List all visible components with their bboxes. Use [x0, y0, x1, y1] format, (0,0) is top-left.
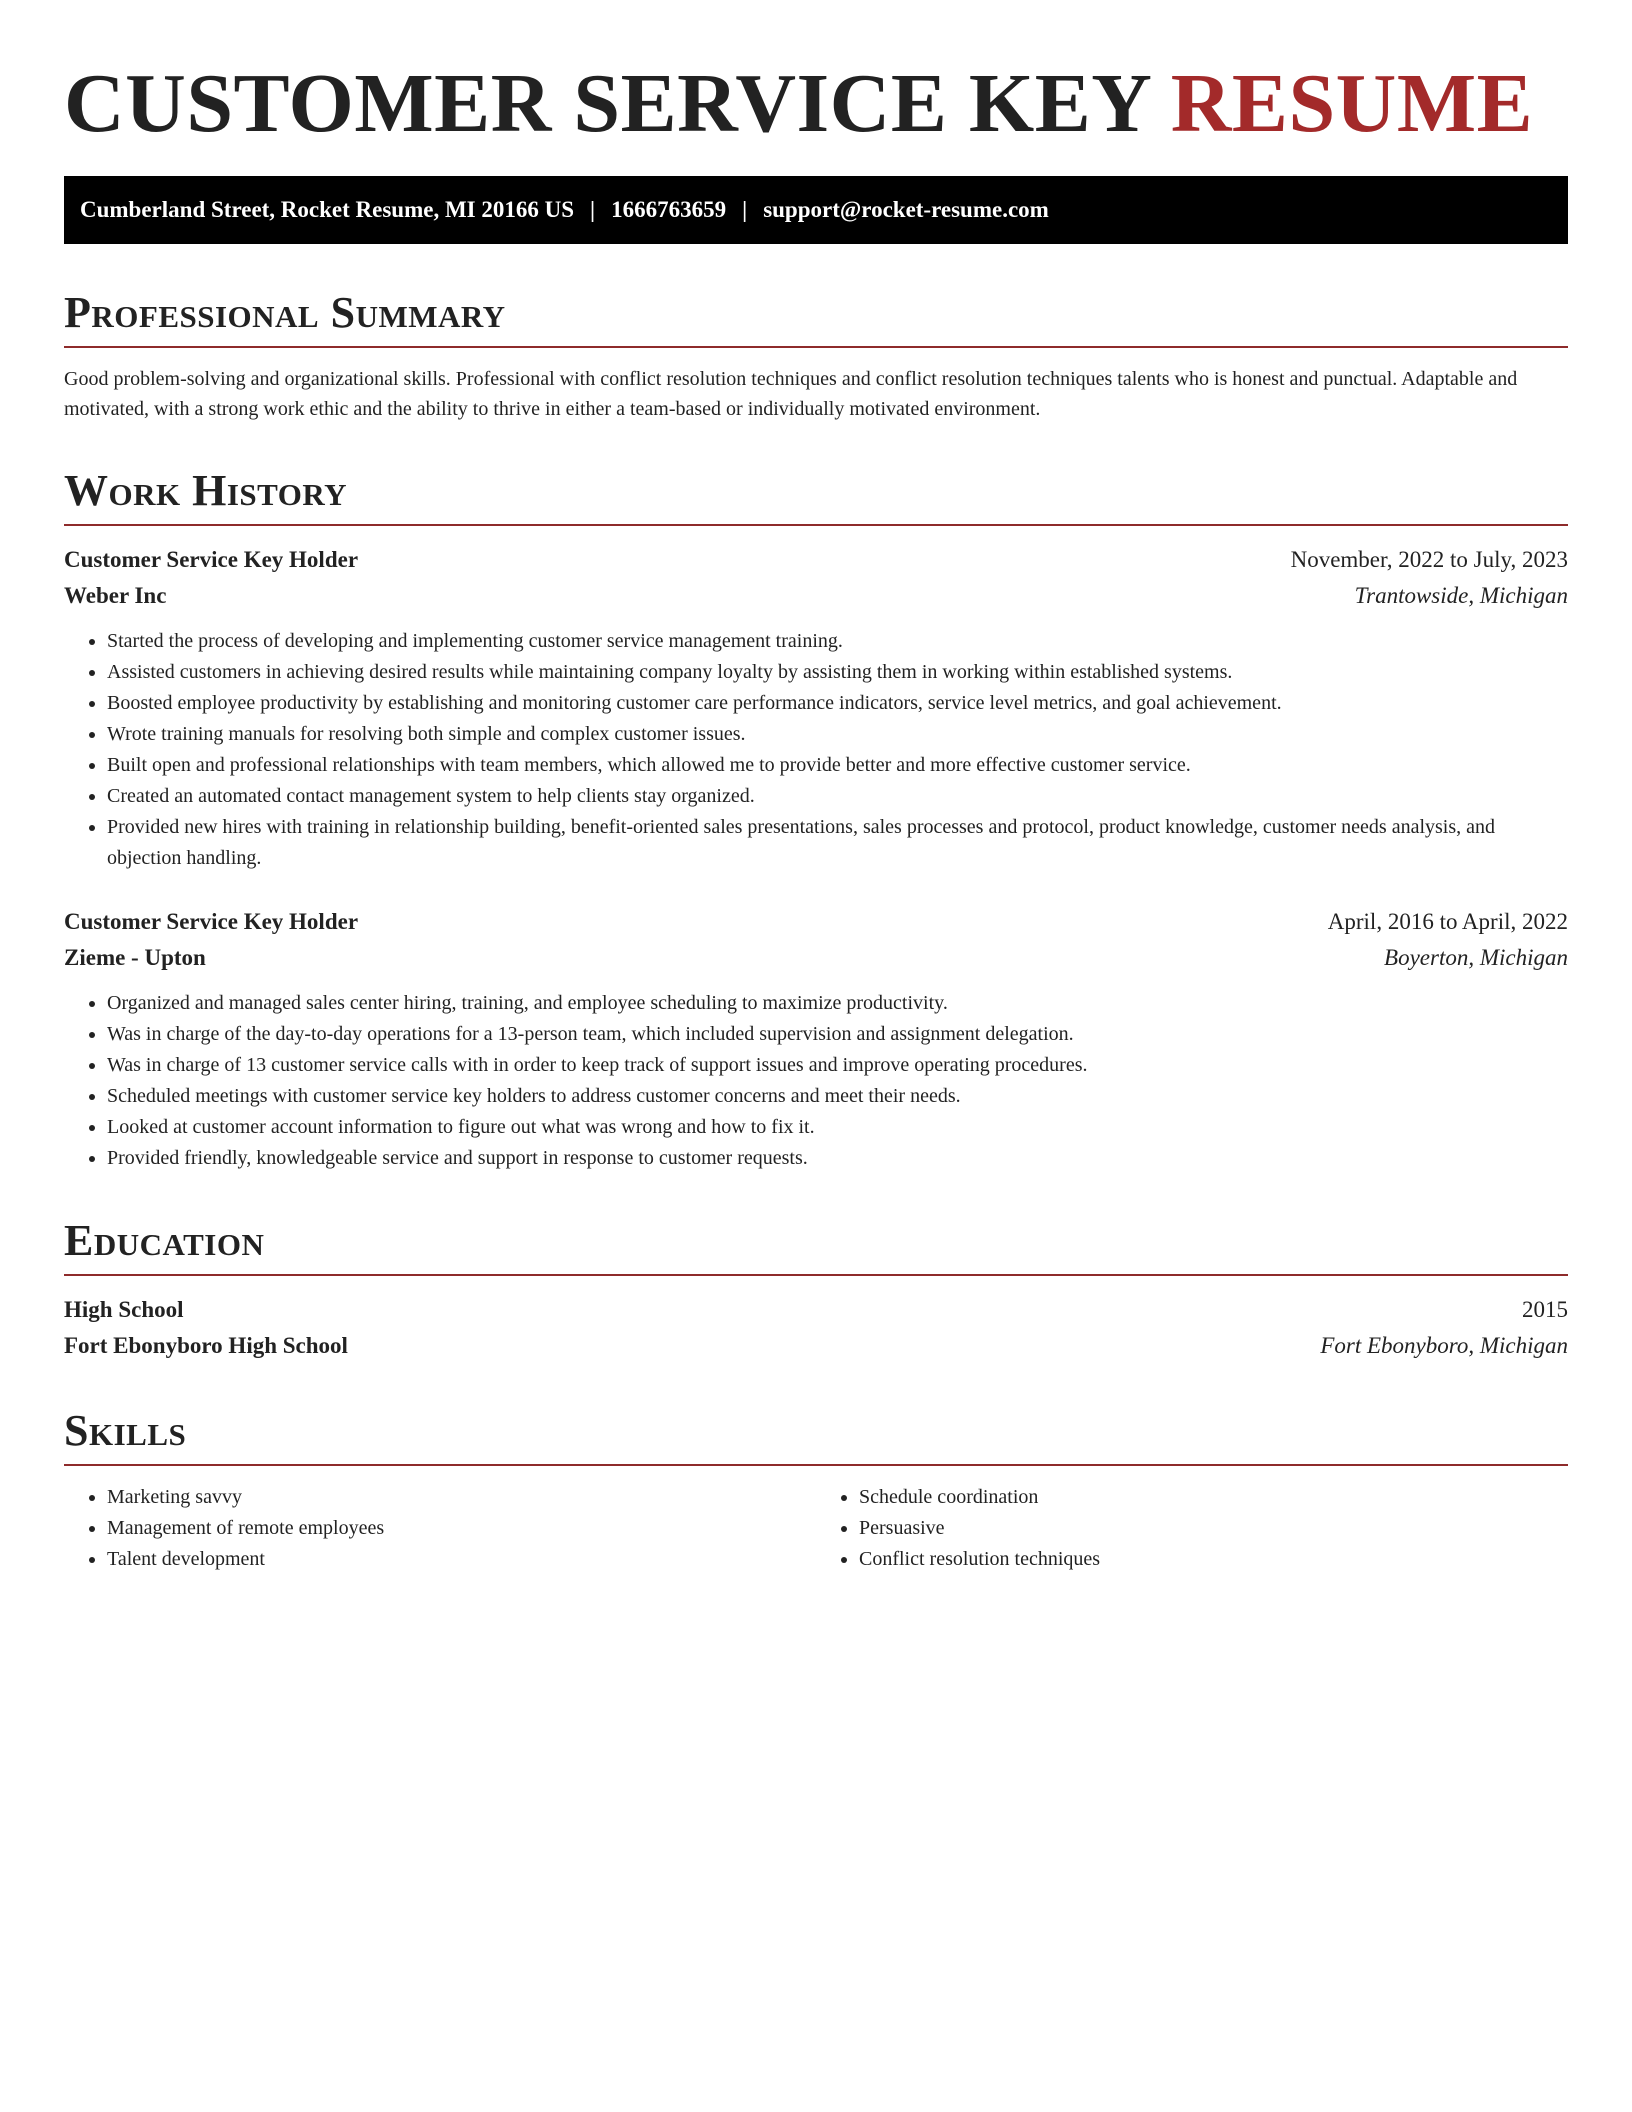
skills-list-right — [816, 1482, 1568, 1575]
contact-separator: | — [742, 197, 748, 222]
job-bullets — [64, 988, 1568, 1174]
job-company: Weber Inc — [64, 583, 167, 608]
job-location: Trantowside, Michigan — [1354, 583, 1568, 608]
skill-item: • Conflict resolution techniques — [859, 1544, 1568, 1575]
list-item: • Wrote training manuals for resolving both simple and complex customer issues. — [107, 719, 1568, 750]
title-accent: RESUME — [1170, 57, 1534, 150]
section-divider — [64, 1464, 1568, 1466]
skills-heading: Skills — [64, 1406, 187, 1455]
job-entry — [64, 904, 1568, 1174]
education-heading: Education — [64, 1216, 265, 1265]
job-dates: April, 2016 to April, 2022 — [1327, 909, 1568, 934]
work-history-section — [64, 466, 1568, 1174]
education-degree: High School — [64, 1297, 184, 1322]
education-section — [64, 1216, 1568, 1364]
skills-list-left — [64, 1482, 816, 1575]
list-item: • Was in charge of 13 customer service calls with in order to keep track of support issues and improve operating procedures. — [107, 1050, 1568, 1081]
list-item: • Created an automated contact management system to help clients stay organized. — [107, 781, 1568, 812]
list-item: • Provided new hires with training in relationship building, benefit-oriented sales presentations, sales processes and protocol, product knowledge, customer needs analysis, and objection handling. — [107, 812, 1568, 874]
summary-text: Good problem-solving and organizational skills. Professional with conflict resolution techniques and conflict resolution techniques talents who is honest and punctual. Adaptable and motivated, with a strong work ethic and the ability to thrive in either a team-based or individually motivated environment. — [64, 368, 1518, 420]
list-item: • Organized and managed sales center hiring, training, and employee scheduling to maximize productivity. — [107, 988, 1568, 1019]
section-divider — [64, 1274, 1568, 1276]
list-item: • Scheduled meetings with customer service key holders to address customer concerns and meet their needs. — [107, 1081, 1568, 1112]
title-main: CUSTOMER SERVICE KEY — [64, 57, 1150, 150]
list-item: • Provided friendly, knowledgeable service and support in response to customer requests. — [107, 1143, 1568, 1174]
list-item: • Looked at customer account information to figure out what was wrong and how to fix it. — [107, 1112, 1568, 1143]
skill-item: • Marketing savvy — [107, 1482, 816, 1513]
resume-title — [64, 56, 1568, 152]
job-dates: November, 2022 to July, 2023 — [1290, 547, 1568, 572]
skills-section — [64, 1406, 1568, 1575]
contact-email: support@rocket-resume.com — [763, 197, 1049, 222]
section-divider — [64, 524, 1568, 526]
job-bullets — [64, 626, 1568, 874]
summary-section — [64, 288, 1568, 424]
education-school: Fort Ebonyboro High School — [64, 1333, 348, 1358]
contact-phone: 1666763659 — [611, 197, 727, 222]
section-divider — [64, 346, 1568, 348]
skill-item: • Management of remote employees — [107, 1513, 816, 1544]
education-year: 2015 — [1522, 1297, 1568, 1322]
job-location: Boyerton, Michigan — [1384, 945, 1568, 970]
list-item: • Was in charge of the day-to-day operations for a 13-person team, which included supervision and assignment delegation. — [107, 1019, 1568, 1050]
list-item: • Started the process of developing and implementing customer service management training. — [107, 626, 1568, 657]
list-item: • Built open and professional relationships with team members, which allowed me to provide better and more effective customer service. — [107, 750, 1568, 781]
job-title: Customer Service Key Holder — [64, 909, 359, 934]
job-title: Customer Service Key Holder — [64, 547, 359, 572]
skill-item: • Schedule coordination — [859, 1482, 1568, 1513]
contact-separator: | — [590, 197, 596, 222]
contact-address: Cumberland Street, Rocket Resume, MI 20166 US — [80, 197, 575, 222]
job-entry — [64, 542, 1568, 874]
education-location: Fort Ebonyboro, Michigan — [1320, 1333, 1568, 1358]
list-item: • Assisted customers in achieving desired results while maintaining company loyalty by assisting them in working within established systems. — [107, 657, 1568, 688]
summary-heading: Professional Summary — [64, 288, 506, 337]
skills-columns — [64, 1482, 1568, 1575]
skill-item: • Talent development — [107, 1544, 816, 1575]
contact-bar — [64, 176, 1568, 244]
list-item: • Boosted employee productivity by establishing and monitoring customer care performance indicators, service level metrics, and goal achievement. — [107, 688, 1568, 719]
job-company: Zieme - Upton — [64, 945, 206, 970]
work-history-heading: Work History — [64, 466, 348, 515]
skill-item: • Persuasive — [859, 1513, 1568, 1544]
